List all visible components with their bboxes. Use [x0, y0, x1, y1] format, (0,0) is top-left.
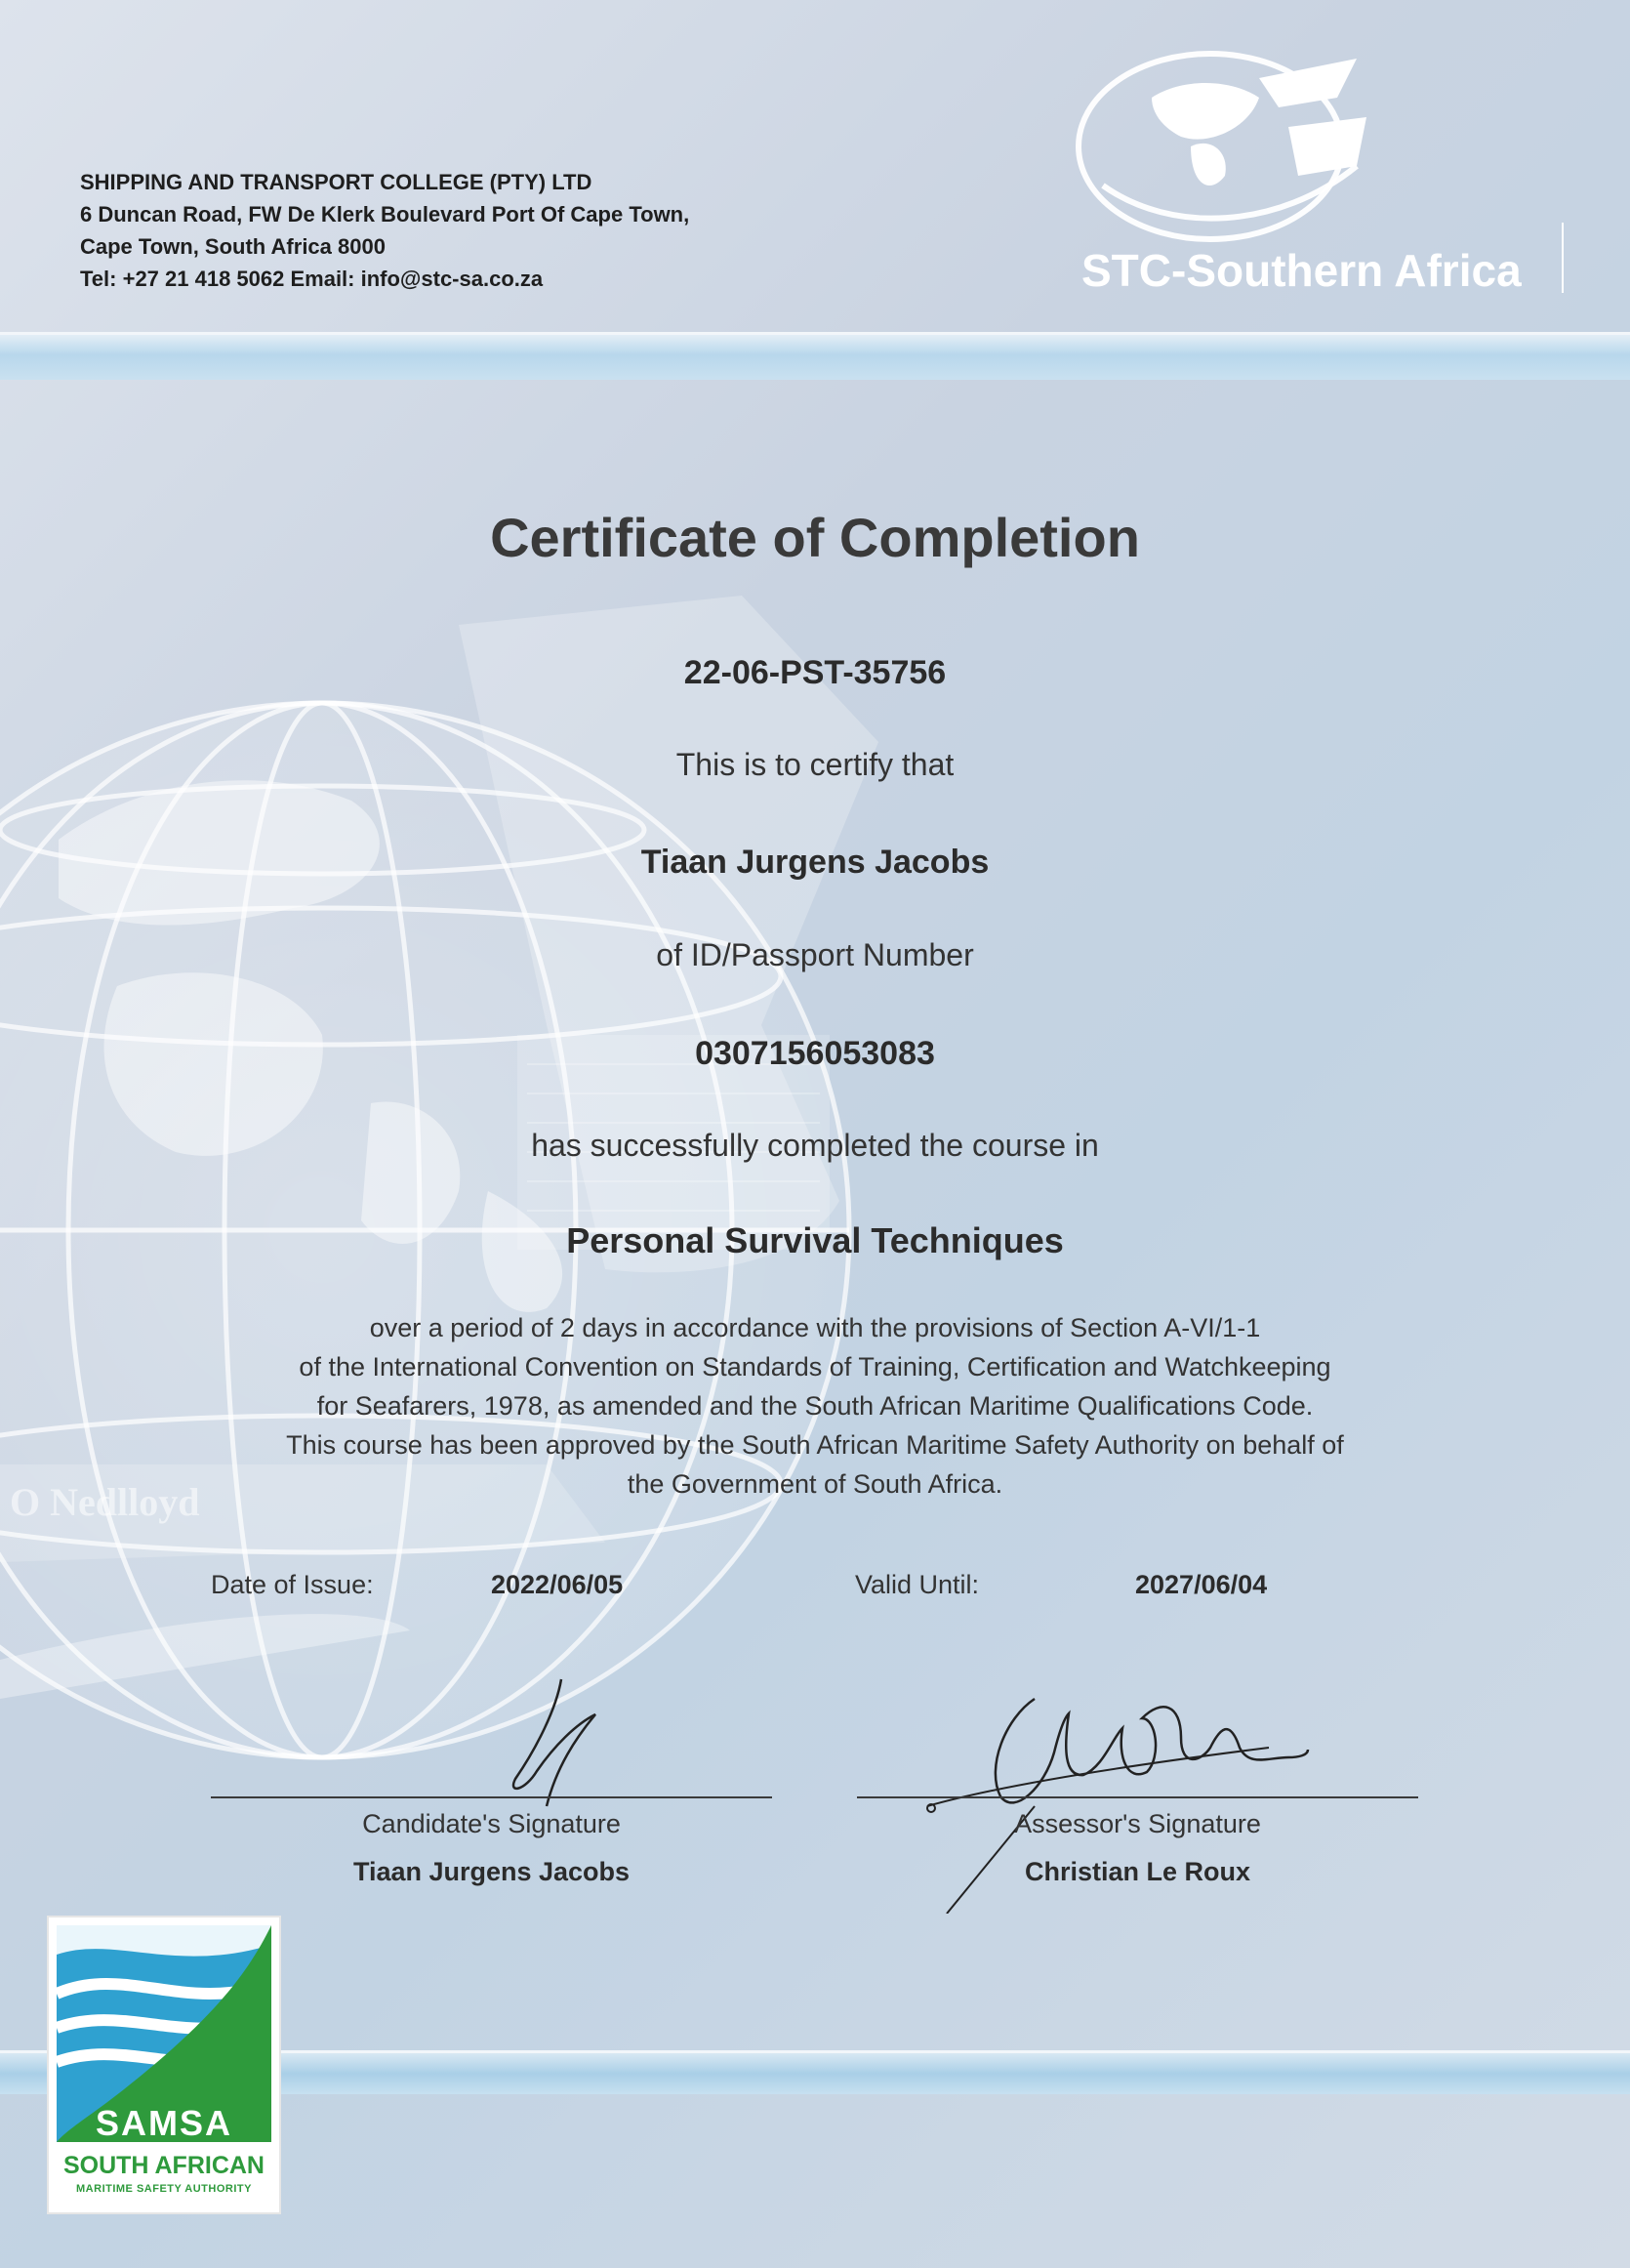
provisions-paragraph: [0, 1308, 1630, 1504]
certify-text: This is to certify that: [675, 747, 955, 782]
assessor-signature-caption: Assessor's Signature: [1014, 1809, 1261, 1838]
candidate-signature-caption: Candidate's Signature: [362, 1809, 621, 1838]
provisions-line: over a period of 2 days in accordance with the provisions of Section A-VI/1-1: [369, 1313, 1261, 1342]
stc-logo-text: STC-Southern Africa: [1081, 245, 1522, 296]
certificate-number: 22-06-PST-35756: [683, 654, 947, 691]
valid-until-label: Valid Until:: [855, 1570, 980, 1599]
completed-text: has successfully completed the course in: [531, 1128, 1099, 1163]
stc-logo-divider: [1562, 223, 1564, 293]
certificate-title: Certificate of Completion: [490, 507, 1140, 568]
assessor-signature-line: [857, 1796, 1418, 1798]
candidate-name: Tiaan Jurgens Jacobs: [352, 1857, 631, 1886]
address-line-1: 6 Duncan Road, FW De Klerk Boulevard Port Of Cape Town,: [80, 202, 690, 227]
issue-date-label: Date of Issue:: [211, 1570, 374, 1599]
decorative-band-top: [0, 332, 1630, 380]
candidate-signature-line: [211, 1796, 772, 1798]
samsa-logo: [47, 1916, 281, 2214]
course-name: Personal Survival Techniques: [566, 1220, 1064, 1260]
provisions-line: the Government of South Africa.: [627, 1469, 1003, 1499]
contact-line: Tel: +27 21 418 5062 Email: info@stc-sa.co.za: [80, 267, 544, 291]
address-line-2: Cape Town, South Africa 8000: [80, 234, 386, 259]
valid-until-value: 2027/06/04: [1135, 1570, 1268, 1599]
provisions-line: This course has been approved by the South African Maritime Safety Authority on behalf of: [286, 1430, 1344, 1460]
provisions-line: of the International Convention on Standards of Training, Certification and Watchkeeping: [299, 1352, 1331, 1381]
assessor-name: Christian Le Roux: [1024, 1857, 1251, 1886]
background-ship-text: O Nedlloyd: [10, 1480, 200, 1524]
id-label: of ID/Passport Number: [656, 937, 974, 972]
provisions-line: for Seafarers, 1978, as amended and the South African Maritime Qualifications Code.: [316, 1391, 1314, 1421]
samsa-line-1: SOUTH AFRICAN: [62, 2152, 265, 2179]
issue-date-value: 2022/06/05: [491, 1570, 624, 1599]
college-name: SHIPPING AND TRANSPORT COLLEGE (PTY) LTD: [80, 170, 592, 194]
id-number: 0307156053083: [695, 1035, 935, 1072]
samsa-acronym: SAMSA: [95, 2103, 232, 2142]
recipient-name: Tiaan Jurgens Jacobs: [640, 844, 990, 881]
samsa-logo-box: [57, 1925, 271, 2142]
candidate-signature-mark: [469, 1670, 625, 1826]
college-contact-block: [80, 166, 689, 295]
samsa-line-2: MARITIME SAFETY AUTHORITY: [76, 2183, 252, 2195]
